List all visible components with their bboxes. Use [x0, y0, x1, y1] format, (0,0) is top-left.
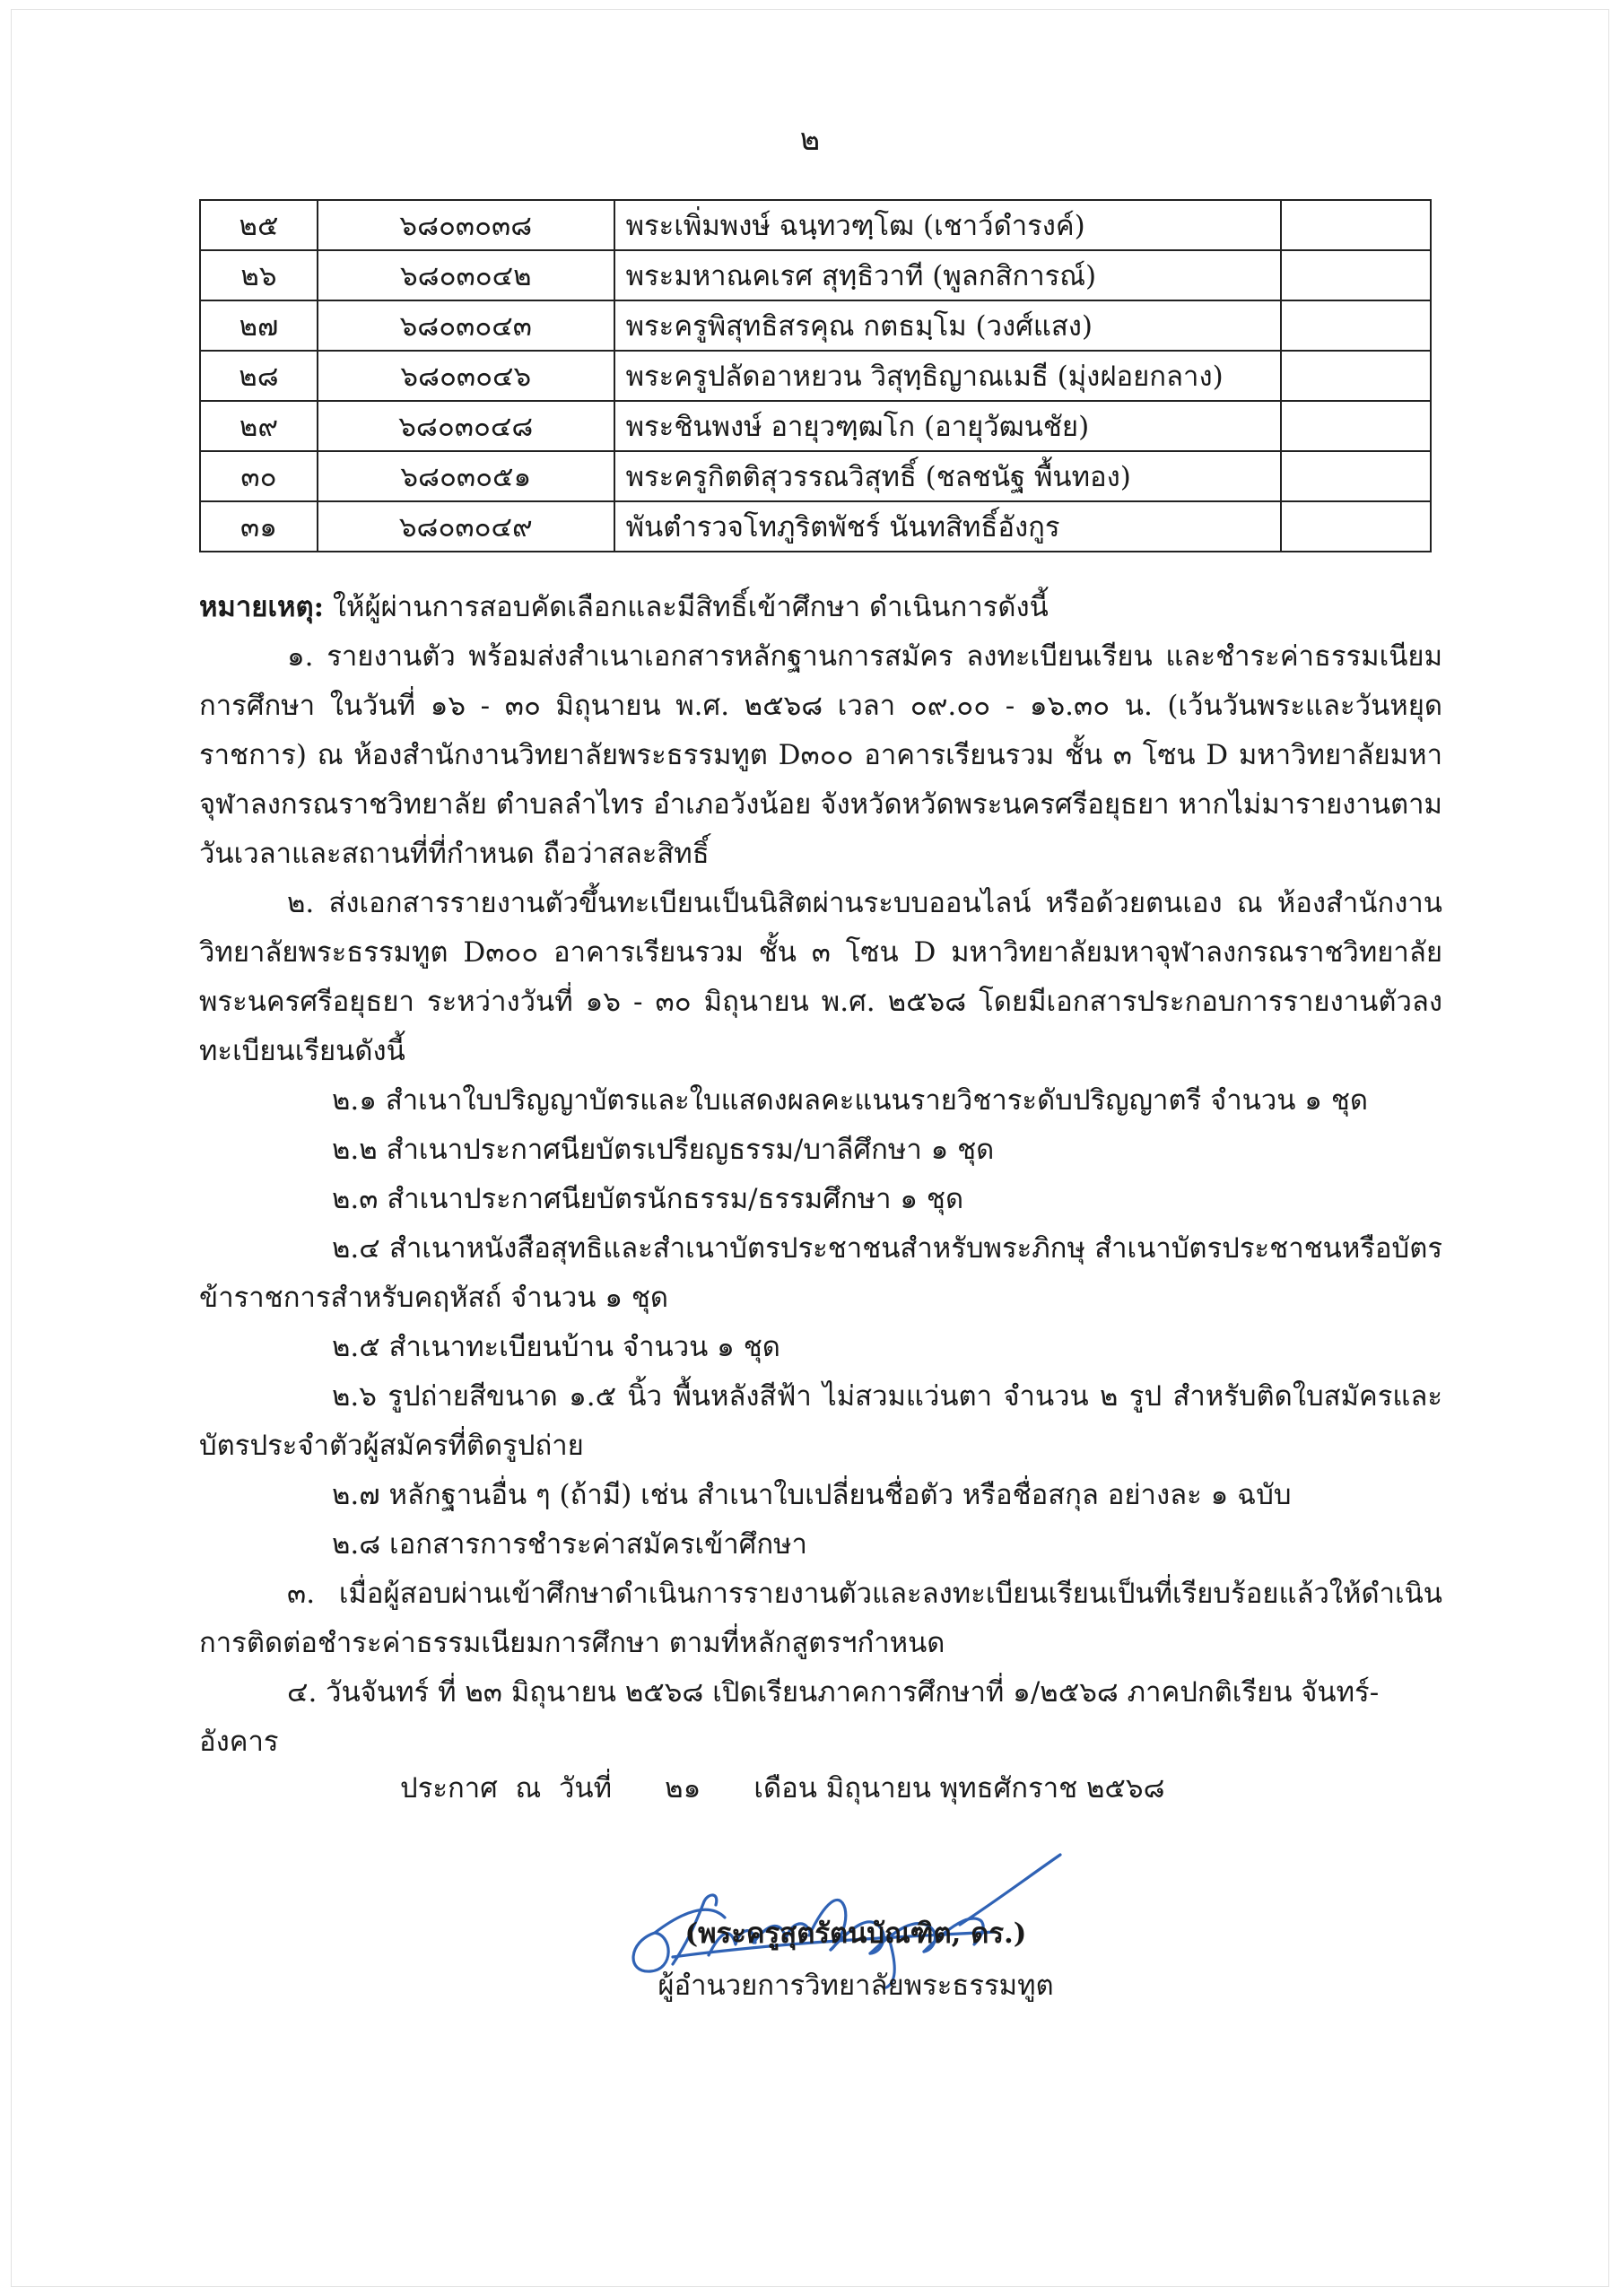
student-id-cell: ๖๘๐๓๐๔๖	[318, 351, 614, 401]
notes-intro	[199, 583, 1442, 632]
student-id-cell: ๖๘๐๓๐๕๑	[318, 451, 614, 501]
notes-intro-text: ให้ผู้ผ่านการสอบคัดเลือกและมีสิทธิ์เข้าศึกษา ดำเนินการดังนี้	[324, 591, 1049, 623]
student-id-cell: ๖๘๐๓๐๔๙	[318, 501, 614, 552]
student-id-cell: ๖๘๐๓๐๔๒	[318, 250, 614, 300]
note-item-2-3: ๒.๓ สำเนาประกาศนียบัตรนักธรรม/ธรรมศึกษา ๑ ชุด	[332, 1183, 964, 1215]
student-name-cell: พระครูพิสุทธิสรคุณ กตธมฺโม (วงศ์แสง)	[614, 300, 1281, 351]
roster-table	[199, 199, 1432, 552]
note-item-4: ๔. วันจันทร์ ที่ ๒๓ มิถุนายน ๒๕๖๘ เปิดเรียนภาคการศึกษาที่ ๑/๒๕๖๘ ภาคปกติเรียน จันทร์-อังคาร	[199, 1676, 1380, 1758]
table-row	[200, 300, 1431, 351]
student-id-cell: ๖๘๐๓๐๔๘	[318, 401, 614, 451]
note-item-2-8: ๒.๘ เอกสารการชำระค่าสมัครเข้าศึกษา	[332, 1528, 807, 1561]
note-item-2-5: ๒.๕ สำเนาทะเบียนบ้าน จำนวน ๑ ชุด	[332, 1331, 780, 1363]
student-name-cell: พันตำรวจโทภูริตพัชร์ นันทสิทธิ์อังกูร	[614, 501, 1281, 552]
note-item-2-2: ๒.๒ สำเนาประกาศนียบัตรเปรียญธรรม/บาลีศึกษา ๑ ชุด	[332, 1134, 995, 1166]
row-number-cell: ๒๙	[200, 401, 318, 451]
student-name-cell: พระครูกิตติสุวรรณวิสุทธิ์ (ชลชนัฐ พื้นทอง)	[614, 451, 1281, 501]
remark-cell	[1281, 250, 1431, 300]
signer-name: (พระครูสุตรัตนบัณฑิต, ดร.)	[684, 1918, 1027, 1950]
note-item-2-6: ๒.๖ รูปถ่ายสีขนาด ๑.๕ นิ้ว พื้นหลังสีฟ้า ไม่สวมแว่นตา จำนวน ๒ รูป สำหรับติดใบสมัครและบัตรประจำตัวผู้สมัครที่ติดรูปถ่าย	[199, 1380, 1442, 1462]
student-id-cell: ๖๘๐๓๐๓๘	[318, 200, 614, 250]
row-number-cell: ๓๑	[200, 501, 318, 552]
table-row	[200, 401, 1431, 451]
table-row	[200, 451, 1431, 501]
remark-cell	[1281, 351, 1431, 401]
note-item-2: ๒. ส่งเอกสารรายงานตัวขึ้นทะเบียนเป็นนิสิตผ่านระบบออนไลน์ หรือด้วยตนเอง ณ ห้องสำนักงานวิทยาลัยพระธรรมทูต D๓๐๐ อาคารเรียนรวม ชั้น ๓ โซน D มหาวิทยาลัยมหาจุฬาลงกรณราชวิทยาลัยพระนครศรีอยุธยา ระหว่างวันที่ ๑๖ - ๓๐ มิถุนายน พ.ศ. ๒๕๖๘ โดยมีเอกสารประกอบการรายงานตัวลงทะเบียนเรียนดังนี้	[199, 887, 1442, 1067]
row-number-cell: ๒๘	[200, 351, 318, 401]
student-name-cell: พระมหาณคเรศ สุทฺธิวาที (พูลกสิการณ์)	[614, 250, 1281, 300]
row-number-cell: ๓๐	[200, 451, 318, 501]
row-number-cell: ๒๖	[200, 250, 318, 300]
remark-cell	[1281, 200, 1431, 250]
table-row	[200, 501, 1431, 552]
note-item-3: ๓. เมื่อผู้สอบผ่านเข้าศึกษาดำเนินการรายงานตัวและลงทะเบียนเรียนเป็นที่เรียบร้อยแล้วให้ดำเนินการติดต่อชำระค่าธรรมเนียมการศึกษา ตามที่หลักสูตรฯกำหนด	[199, 1578, 1442, 1659]
remark-cell	[1281, 401, 1431, 451]
student-name-cell: พระครูปลัดอาหยวน วิสุทฺธิญาณเมธี (มุ่งฝอยกลาง)	[614, 351, 1281, 401]
student-name-cell: พระชินพงษ์ อายุวฑฺฒโก (อายุวัฒนชัย)	[614, 401, 1281, 451]
student-name-cell: พระเพิ่มพงษ์ ฉนฺทวฑฺโฒ (เชาว์ดำรงค์)	[614, 200, 1281, 250]
notes-section	[199, 583, 1442, 1767]
table-row	[200, 200, 1431, 250]
announcement-date-line: ประกาศ ณ วันที่ ๒๑ เดือน มิถุนายน พุทธศักราช ๒๕๖๘	[400, 1772, 1165, 1805]
student-id-cell: ๖๘๐๓๐๔๓	[318, 300, 614, 351]
row-number-cell: ๒๕	[200, 200, 318, 250]
table-row	[200, 351, 1431, 401]
notes-label: หมายเหตุ:	[199, 591, 325, 623]
remark-cell	[1281, 451, 1431, 501]
note-item-2-1: ๒.๑ สำเนาใบปริญญาบัตรและใบแสดงผลคะแนนรายวิชาระดับปริญญาตรี จำนวน ๑ ชุด	[332, 1084, 1369, 1117]
remark-cell	[1281, 300, 1431, 351]
roster-table-body	[200, 200, 1431, 552]
table-row	[200, 250, 1431, 300]
note-item-1: ๑. รายงานตัว พร้อมส่งสำเนาเอกสารหลักฐานการสมัคร ลงทะเบียนเรียน และชำระค่าธรรมเนียมการศึกษา ในวันที่ ๑๖ - ๓๐ มิถุนายน พ.ศ. ๒๕๖๘ เวลา ๐๙.๐๐ - ๑๖.๓๐ น. (เว้นวันพระและวันหยุดราชการ) ณ ห้องสำนักงานวิทยาลัยพระธรรมทูต D๓๐๐ อาคารเรียนรวม ชั้น ๓ โซน D มหาวิทยาลัยมหาจุฬาลงกรณราชวิทยาลัย ตำบลลำไทร อำเภอวังน้อย จังหวัดหวัดพระนครศรีอยุธยา หากไม่มารายงานตามวันเวลาและสถานที่ที่กำหนด ถือว่าสละสิทธิ์	[199, 640, 1442, 870]
signer-title: ผู้อำนวยการวิทยาลัยพระธรรมทูต	[658, 1970, 1054, 2002]
page-number: ๒	[799, 122, 821, 158]
row-number-cell: ๒๗	[200, 300, 318, 351]
note-item-2-7: ๒.๗ หลักฐานอื่น ๆ (ถ้ามี) เช่น สำเนาใบเปลี่ยนชื่อตัว หรือชื่อสกุล อย่างละ ๑ ฉบับ	[332, 1479, 1292, 1511]
remark-cell	[1281, 501, 1431, 552]
note-item-2-4: ๒.๔ สำเนาหนังสือสุทธิและสำเนาบัตรประชาชนสำหรับพระภิกษุ สำเนาบัตรประชาชนหรือบัตรข้าราชการสำหรับคฤหัสถ์ จำนวน ๑ ชุด	[199, 1232, 1442, 1314]
